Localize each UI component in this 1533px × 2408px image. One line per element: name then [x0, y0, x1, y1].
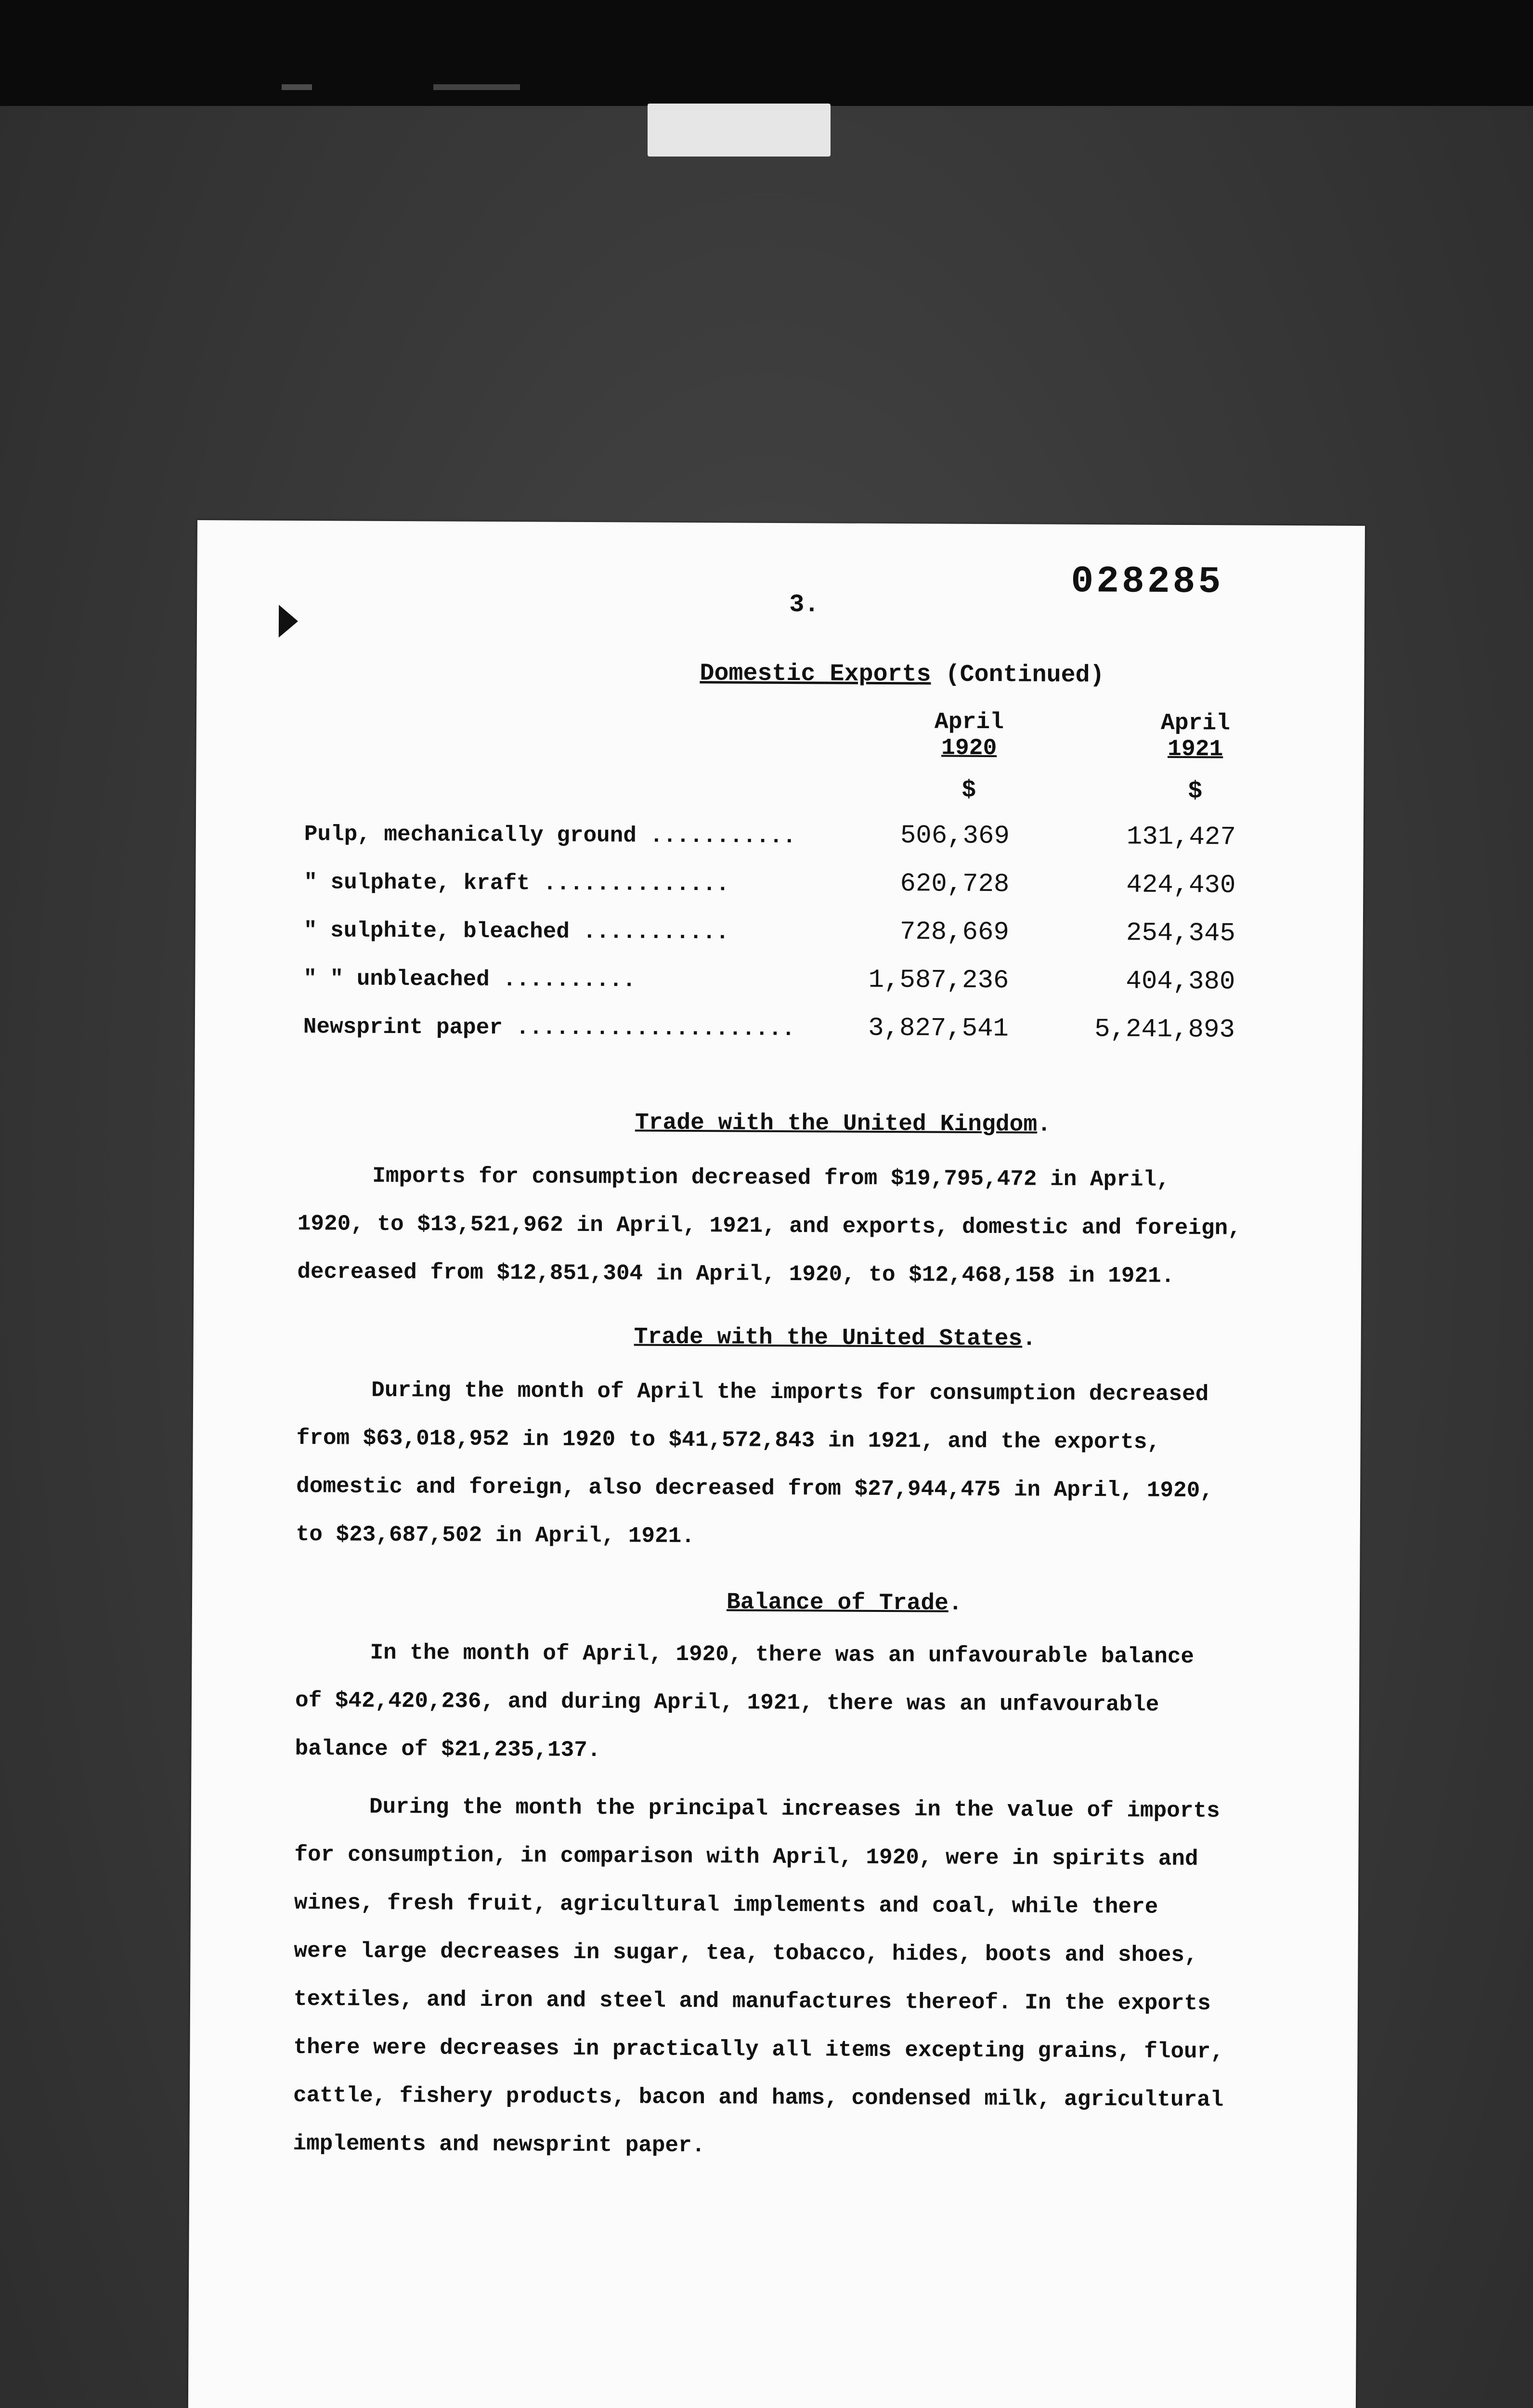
margin-arrow-mark — [279, 605, 298, 638]
tape-strip — [648, 104, 831, 157]
balance-section-heading: Balance of Trade. — [726, 1589, 962, 1617]
currency-symbol: $ — [1188, 778, 1203, 806]
domestic-exports-heading — [700, 660, 1104, 689]
export-row-label: " sulphite, bleached ........... — [303, 918, 729, 945]
column-month: April — [1160, 710, 1231, 737]
column-month: April — [934, 709, 1004, 736]
column-header-1920 — [921, 709, 1018, 761]
uk-heading-text: Trade with the United Kingdom — [635, 1110, 1038, 1138]
column-header-1921 — [1147, 710, 1244, 763]
balance-paragraph-line: for consumption, in comparison with April, 1920, were in spirits and — [294, 1842, 1198, 1872]
balance-paragraph-line: of $42,420,236, and during April, 1921, there was an unfavourable — [295, 1688, 1159, 1717]
column-year: 1920 — [941, 735, 997, 762]
export-row-label: " sulphate, kraft .............. — [304, 870, 729, 897]
export-row-label: " " unbleached .......... — [303, 966, 636, 993]
balance-paragraph-line: there were decreases in practically all items excepting grains, flour, — [293, 2035, 1224, 2065]
uk-paragraph-line: Imports for consumption decreased from $19,795,472 in April, — [372, 1163, 1170, 1192]
export-value-1920: 3,827,541 — [868, 1013, 1009, 1044]
balance-paragraph-line: In the month of April, 1920, there was an unfavourable balance — [370, 1640, 1195, 1670]
export-value-1920: 728,669 — [899, 917, 1009, 948]
us-paragraph-line: During the month of April the imports for consumption decreased — [371, 1377, 1209, 1407]
us-paragraph-line: to $23,687,502 in April, 1921. — [296, 1522, 695, 1549]
balance-heading-text: Balance of Trade — [726, 1589, 949, 1617]
uk-section-heading: Trade with the United Kingdom. — [635, 1110, 1052, 1138]
export-value-1920: 620,728 — [900, 869, 1010, 900]
page-number: 3. — [789, 590, 819, 619]
us-paragraph-line: from $63,018,952 in 1920 to $41,572,843 in 1921, and the exports, — [296, 1426, 1161, 1455]
export-value-1921: 404,380 — [1126, 967, 1235, 997]
export-value-1920: 506,369 — [900, 821, 1010, 851]
balance-paragraph-line: cattle, fishery products, bacon and hams, condensed milk, agricultural — [293, 2083, 1224, 2113]
export-value-1921: 5,241,893 — [1094, 1015, 1235, 1045]
export-value-1921: 254,345 — [1126, 918, 1235, 949]
uk-paragraph-line: decreased from $12,851,304 in April, 1920, to $12,468,158 in 1921. — [297, 1259, 1175, 1289]
export-value-1921: 424,430 — [1126, 870, 1236, 901]
export-value-1920: 1,587,236 — [868, 965, 1009, 996]
film-edge-marks — [260, 84, 693, 90]
balance-paragraph-line: textiles, and iron and steel and manufactures thereof. In the exports — [293, 1987, 1211, 2016]
us-paragraph-line: domestic and foreign, also decreased from $27,944,475 in April, 1920, — [296, 1474, 1214, 1504]
domestic-exports-title: Domestic Exports — [700, 660, 931, 689]
balance-paragraph-line: implements and newsprint paper. — [293, 2131, 705, 2159]
uk-paragraph-line: 1920, to $13,521,962 in April, 1921, and exports, domestic and foreign, — [297, 1211, 1241, 1241]
archive-number: 028285 — [1071, 560, 1224, 604]
column-year: 1921 — [1167, 736, 1223, 763]
balance-paragraph-line: wines, fresh fruit, agricultural implements and coal, while there — [294, 1890, 1158, 1920]
balance-paragraph-line: balance of $21,235,137. — [295, 1736, 601, 1763]
balance-paragraph-line: During the month the principal increases in the value of imports — [369, 1794, 1220, 1824]
export-row-label: Pulp, mechanically ground ........... — [304, 822, 796, 850]
export-value-1921: 131,427 — [1126, 822, 1236, 852]
balance-paragraph-line: were large decreases in sugar, tea, tobacco, hides, boots and shoes, — [294, 1938, 1198, 1968]
currency-symbol: $ — [961, 776, 976, 804]
export-row-label: Newsprint paper ..................... — [303, 1014, 795, 1042]
domestic-exports-suffix: (Continued) — [945, 661, 1104, 690]
us-section-heading: Trade with the United States. — [634, 1324, 1037, 1352]
us-heading-text: Trade with the United States — [634, 1324, 1023, 1352]
document-page — [188, 520, 1365, 2408]
